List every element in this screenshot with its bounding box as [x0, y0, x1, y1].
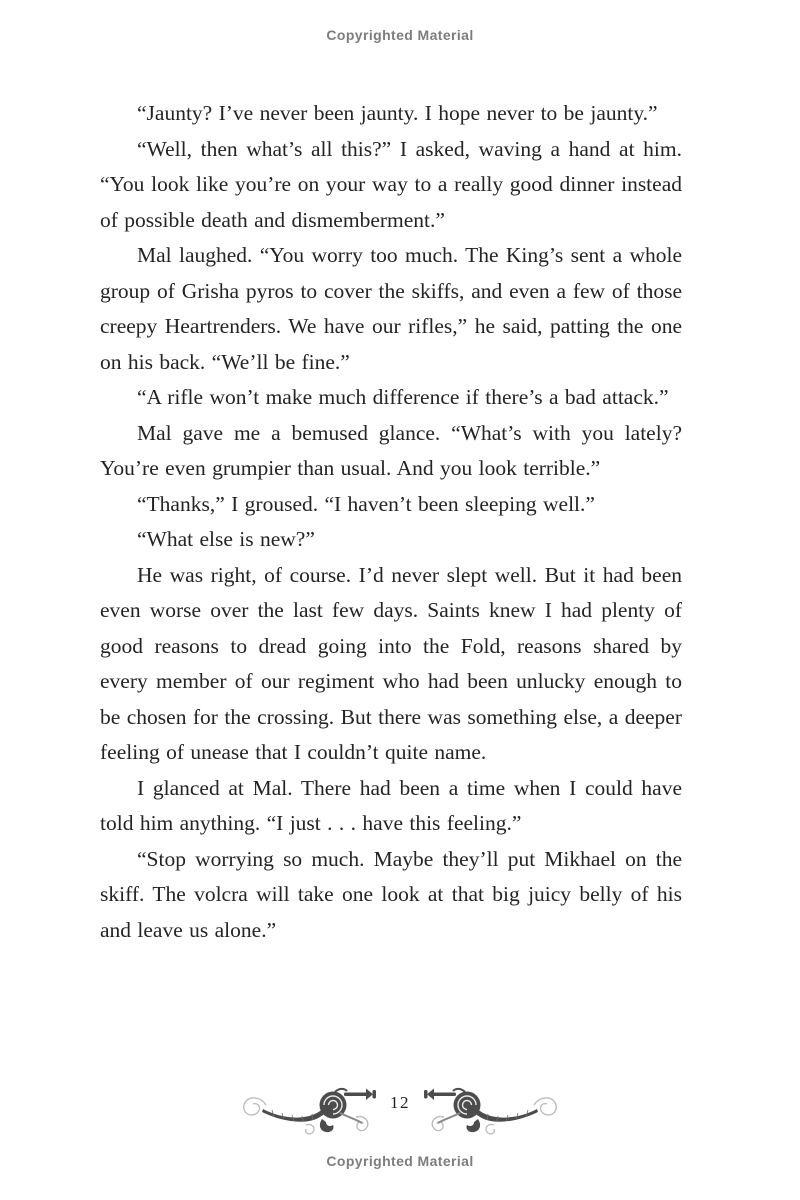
copyright-notice-top: Copyrighted Material [326, 27, 474, 43]
paragraph: Mal gave me a bemused glance. “What’s with you lately? You’re even grumpier than usual. And you look terrible.” [100, 420, 682, 480]
paragraph: “Thanks,” I groused. “I haven’t been sleeping well.” [137, 491, 595, 516]
paragraph: “What else is new?” [137, 527, 315, 551]
flourish-right-icon [424, 1079, 564, 1139]
paragraph: “Stop worrying so much. Maybe they’ll put Mikhael on the skiff. The volcra will take one look at that big juicy belly of his and leave us alone.” [100, 846, 682, 942]
copyright-notice-bottom: Copyrighted Material [326, 1153, 474, 1169]
paragraph: “Well, then what’s all this?” I asked, waving a hand at him. “You look like you’re on your way to a really good dinner instead of possible death and dismemberment.” [100, 136, 682, 232]
paragraph: He was right, of course. I’d never slept well. But it had been even worse over the last few days. Saints knew I had plenty of good reasons to dread going into the Fold, reasons shared by every member of our regiment who had been unlucky enough to be chosen for the crossing. But there was something else, a deeper feeling of unease that I couldn’t quite name. [100, 562, 682, 764]
page-footer [0, 1078, 800, 1140]
paragraph: Mal laughed. “You worry too much. The King’s sent a whole group of Grisha pyros to cover the skiffs, and even a few of those creepy Heartrenders. We have our rifles,” he said, patting the one on his back. “We’ll be fine.” [100, 243, 682, 374]
flourish-left-icon [236, 1079, 376, 1139]
page-text [100, 96, 682, 948]
paragraph: “Jaunty? I’ve never been jaunty. I hope never to be jaunty.” [137, 101, 658, 125]
paragraph: “A rifle won’t make much difference if there’s a bad attack.” [137, 385, 669, 409]
paragraph: I glanced at Mal. There had been a time when I could have told him anything. “I just . . . have this feeling.” [100, 775, 682, 835]
page-number: 12 [390, 1093, 410, 1112]
